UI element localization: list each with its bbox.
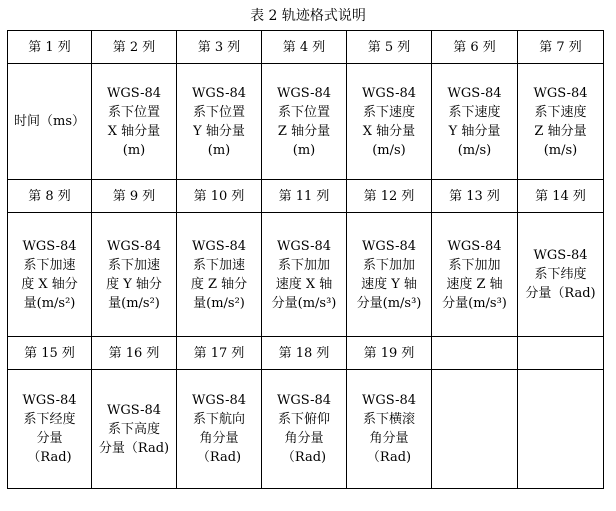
- column-header: 第 7 列: [518, 31, 604, 64]
- column-header: 第 11 列: [262, 180, 347, 213]
- empty-cell: [432, 337, 518, 370]
- table-cell: WGS-84 系下航向 角分量 （Rad): [177, 370, 262, 489]
- empty-cell: [518, 337, 604, 370]
- table-cell: WGS-84 系下加速 度 Z 轴分 量(m/s²): [177, 213, 262, 337]
- column-header: 第 12 列: [347, 180, 432, 213]
- column-header: 第 9 列: [92, 180, 177, 213]
- content-row-3: [8, 370, 604, 489]
- table-cell: WGS-84 系下俯仰 角分量 （Rad): [262, 370, 347, 489]
- column-header: 第 6 列: [432, 31, 518, 64]
- empty-cell: [432, 370, 518, 489]
- table-cell: WGS-84 系下加速 度 Y 轴分 量(m/s²): [92, 213, 177, 337]
- column-header: 第 10 列: [177, 180, 262, 213]
- column-header: 第 19 列: [347, 337, 432, 370]
- table-cell: WGS-84 系下速度 Z 轴分量 (m/s): [518, 64, 604, 180]
- table-cell: WGS-84 系下纬度 分量（Rad): [518, 213, 604, 337]
- table-cell: 时间（ms）: [8, 64, 92, 180]
- column-header: 第 8 列: [8, 180, 92, 213]
- column-header: 第 18 列: [262, 337, 347, 370]
- column-header: 第 2 列: [92, 31, 177, 64]
- column-header: 第 13 列: [432, 180, 518, 213]
- table-cell: WGS-84 系下加加 速度 Z 轴 分量(m/s³): [432, 213, 518, 337]
- trajectory-format-table: [7, 30, 604, 489]
- table-cell: WGS-84 系下高度 分量（Rad): [92, 370, 177, 489]
- column-header: 第 16 列: [92, 337, 177, 370]
- table-caption: 表 2 轨迹格式说明: [250, 8, 366, 24]
- content-row-2: [8, 213, 604, 337]
- table-cell: WGS-84 系下位置 Z 轴分量 (m): [262, 64, 347, 180]
- header-row-1: [8, 31, 604, 64]
- table-cell: WGS-84 系下速度 Y 轴分量 (m/s): [432, 64, 518, 180]
- table-cell: WGS-84 系下经度 分量 （Rad): [8, 370, 92, 489]
- table-cell: WGS-84 系下加速 度 X 轴分 量(m/s²): [8, 213, 92, 337]
- table-cell: WGS-84 系下速度 X 轴分量 (m/s): [347, 64, 432, 180]
- header-row-3: [8, 337, 604, 370]
- column-header: 第 5 列: [347, 31, 432, 64]
- column-header: 第 4 列: [262, 31, 347, 64]
- table-cell: WGS-84 系下位置 X 轴分量 (m): [92, 64, 177, 180]
- table-cell: WGS-84 系下位置 Y 轴分量 (m): [177, 64, 262, 180]
- column-header: 第 15 列: [8, 337, 92, 370]
- table-cell: WGS-84 系下横滚 角分量 （Rad): [347, 370, 432, 489]
- column-header: 第 3 列: [177, 31, 262, 64]
- table-cell: WGS-84 系下加加 速度 Y 轴 分量(m/s³): [347, 213, 432, 337]
- column-header: 第 1 列: [8, 31, 92, 64]
- header-row-2: [8, 180, 604, 213]
- empty-cell: [518, 370, 604, 489]
- table-cell: WGS-84 系下加加 速度 X 轴 分量(m/s³): [262, 213, 347, 337]
- content-row-1: [8, 64, 604, 180]
- column-header: 第 17 列: [177, 337, 262, 370]
- column-header: 第 14 列: [518, 180, 604, 213]
